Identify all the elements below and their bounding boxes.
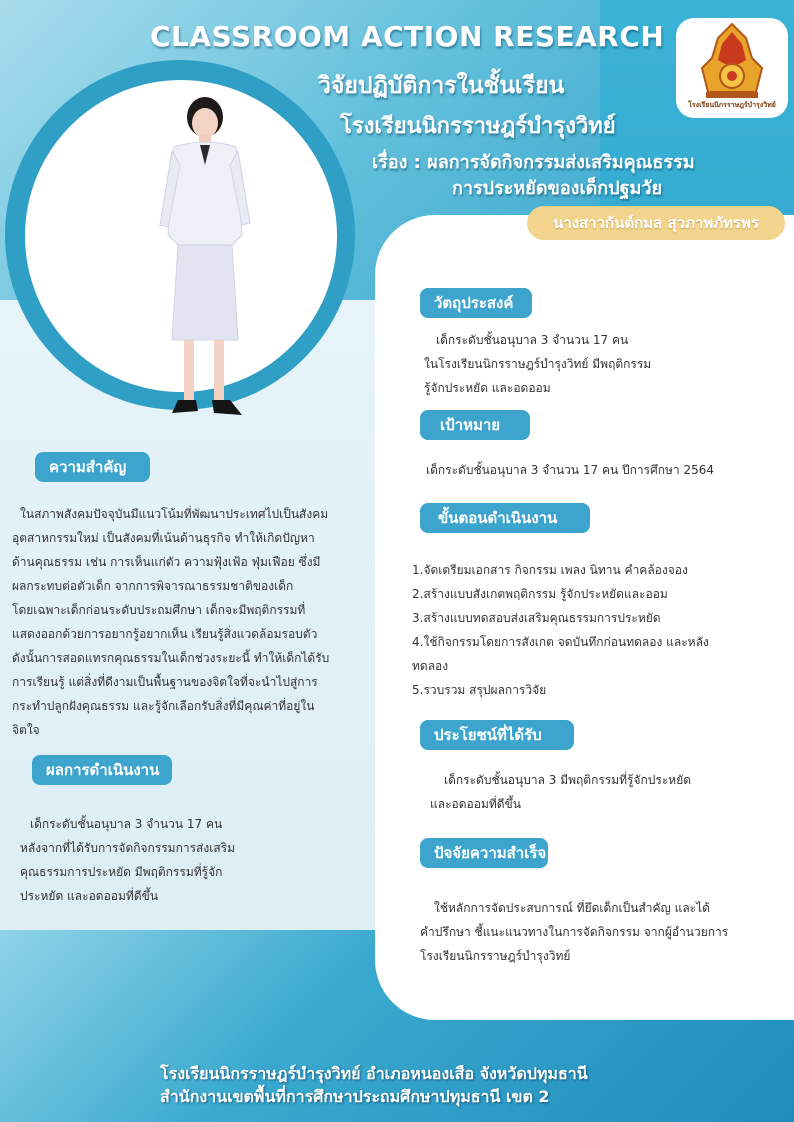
results-text	[20, 812, 360, 908]
importance-line: ผลกระทบต่อตัวเด็ก จากการพิจารณาธรรมชาติของเด็ก	[12, 579, 294, 593]
importance-text	[12, 502, 372, 742]
footer-school-address: โรงเรียนนิกรราษฎร์บำรุงวิทย์ อำเภอหนองเสือ จังหวัดปทุมธานี	[160, 1064, 588, 1083]
footer-education-office: สำนักงานเขตพื้นที่การศึกษาประถมศึกษาปทุมธานี เขต 2	[160, 1087, 550, 1106]
procedure-step: 3.สร้างแบบทดสอบส่งเสริมคุณธรรมการประหยัด	[412, 611, 661, 625]
author-name-badge: นางสาวกันต์กมล สุวภาพภัทรพร	[527, 206, 785, 240]
importance-line: โดยเฉพาะเด็กก่อนระดับประถมศึกษา เด็กจะมีพฤติกรรมที่	[12, 603, 306, 617]
target-heading: เป้าหมาย	[420, 410, 530, 440]
topic-line-1: เรื่อง : ผลการจัดกิจกรรมส่งเสริมคุณธรรม	[372, 152, 695, 173]
importance-line: ดังนั้นการสอดแทรกคุณธรรมในเด็กช่วงระยะนี้ ทำให้เด็กได้รับ	[12, 651, 330, 665]
topic-line-2: การประหยัดของเด็กปฐมวัย	[452, 178, 663, 199]
objective-line: รู้จักประหยัด และอดออม	[424, 381, 551, 395]
results-line: ประหยัด และอดออมที่ดีขึ้น	[20, 889, 159, 903]
success-line: คำปรึกษา ชี้แนะแนวทางในการจัดกิจกรรม จากผู้อำนวยการ	[420, 925, 729, 939]
importance-line: ด้านคุณธรรม เช่น การเห็นแก่ตัว ความฟุ้งเฟ้อ ฟุ่มเฟือย ซึ่งมี	[12, 555, 321, 569]
procedure-step: 4.ใช้กิจกรรมโดยการสังเกต จดบันทึกก่อนทดลอง และหลัง	[412, 635, 709, 649]
success-line: โรงเรียนนิกรราษฎร์บำรุงวิทย์	[420, 949, 571, 963]
results-line: เด็กระดับชั้นอนุบาล 3 จำนวน 17 คน	[30, 817, 223, 831]
success-line: ใช้หลักการจัดประสบการณ์ ที่ยึดเด็กเป็นสำคัญ และได้	[434, 901, 710, 915]
target-line: เด็กระดับชั้นอนุบาล 3 จำนวน 17 คน ปีการศึกษา 2564	[426, 463, 714, 477]
procedure-step: ทดลอง	[412, 659, 449, 673]
importance-line: อุตสาหกรรมใหม่ เป็นสังคมที่เน้นด้านธุรกิจ ทำให้เกิดปัญหา	[12, 531, 315, 545]
importance-line: ในสภาพสังคมปัจจุบันมีแนวโน้มที่พัฒนาประเทศไปเป็นสังคม	[20, 507, 329, 521]
objective-text	[424, 328, 784, 400]
importance-line: แสดงออกด้วยการอยากรู้อยากเห็น เรียนรู้สิ่งแวดล้อมรอบตัว	[12, 627, 318, 641]
importance-line: กระทำปลูกฝังคุณธรรม และรู้จักเลือกรับสิ่งที่มีคุณค่าที่อยู่ใน	[12, 699, 315, 713]
benefits-line: และอดออมที่ดีขึ้น	[430, 797, 521, 811]
title-thai: วิจัยปฏิบัติการในชั้นเรียน	[318, 73, 565, 99]
success-heading: ปัจจัยความสำเร็จ	[420, 838, 548, 868]
benefits-line: เด็กระดับชั้นอนุบาล 3 มีพฤติกรรมที่รู้จักประหยัด	[444, 773, 692, 787]
objective-heading: วัตถุประสงค์	[420, 288, 532, 318]
procedure-step: 1.จัดเตรียมเอกสาร กิจกรรม เพลง นิทาน คำคล้องจอง	[412, 563, 688, 577]
importance-line: จิตใจ	[12, 723, 40, 737]
procedure-step: 2.สร้างแบบสังเกตพฤติกรรม รู้จักประหยัดและออม	[412, 587, 668, 601]
benefits-heading: ประโยชน์ที่ได้รับ	[420, 720, 574, 750]
importance-line: การเรียนรู้ แต่สิ่งที่ดีงามเป็นพื้นฐานของจิตใจที่จะนำไปสู่การ	[12, 675, 318, 689]
target-text	[426, 458, 786, 482]
results-heading: ผลการดำเนินงาน	[32, 755, 172, 785]
objective-line: เด็กระดับชั้นอนุบาล 3 จำนวน 17 คน	[436, 333, 629, 347]
logo-caption: โรงเรียนนิกรราษฎร์บำรุงวิทย์	[688, 101, 776, 109]
teacher-photo	[150, 95, 260, 430]
procedure-heading: ขั้นตอนดำเนินงาน	[420, 503, 590, 533]
procedure-text	[412, 558, 787, 702]
objective-line: ในโรงเรียนนิกรราษฎร์บำรุงวิทย์ มีพฤติกรรม	[424, 357, 652, 371]
procedure-step: 5.รวบรวม สรุปผลการวิจัย	[412, 683, 547, 697]
benefits-text	[430, 768, 780, 816]
success-text	[420, 896, 785, 968]
school-logo	[676, 18, 788, 118]
results-line: คุณธรรมการประหยัด มีพฤติกรรมที่รู้จัก	[20, 865, 223, 879]
importance-heading: ความสำคัญ	[35, 452, 150, 482]
title-english: CLASSROOM ACTION RESEARCH	[150, 20, 665, 53]
results-line: หลังจากที่ได้รับการจัดกิจกรรมการส่งเสริม	[20, 841, 236, 855]
school-name: โรงเรียนนิกรราษฎร์บำรุงวิทย์	[340, 114, 616, 139]
